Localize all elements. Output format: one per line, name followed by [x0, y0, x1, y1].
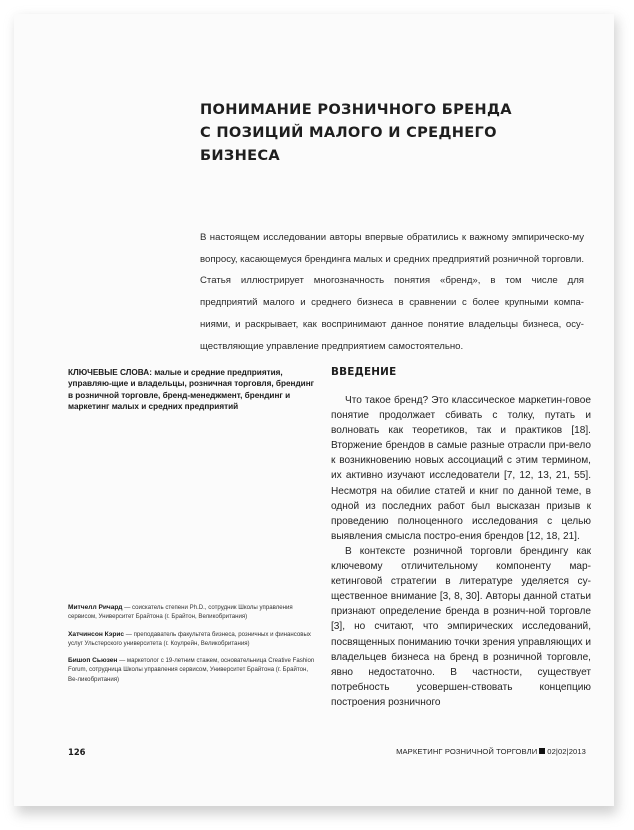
keywords-label: КЛЮЧЕВЫЕ СЛОВА: [68, 368, 152, 377]
author-entry [68, 656, 318, 684]
keywords-block [68, 367, 316, 412]
body-paragraph: В контексте розничной торговли брендингу как ключевому отличительному компоненту мар-кетинговой стратегии в литературе уделяется су-щественное внимание [3, 8, 30]. Авторы данной статьи признают определение бренда в рознич-ной торговле [3], но считают, что эмпирических исследований, посвященных пониманию точки зрения управляющих и владельцев бизнеса на бренд в розничной торговле, явно недостаточно. В частности, существует потребность усовершен-ствовать концепцию построения розничного [331, 545, 591, 708]
author-name: Бишоп Сьюзен [68, 657, 118, 665]
body-paragraph: Что такое бренд? Это классическое маркетин-говое понятие продолжает сбивать с толку, путать и волновать как теоретиков, так и практиков [18]. Вторжение брендов в самые разные отрасли при-вело к возникновению новых ассоциаций с этим термином, их активно изучают исследователи [7, 12, 13, 21, 55]. Несмотря на обилие статей и книг по данной теме, в одной из последних работ был высказан призыв к проведению полноценного исследования с целью выявления смысла постро-ения брендов [12, 18, 21]. [331, 395, 591, 542]
section-heading: ВВЕДЕНИЕ [331, 366, 397, 378]
author-name: Митчелл Ричард [68, 604, 123, 611]
journal-footer [396, 747, 586, 756]
section-body [331, 393, 591, 710]
article-title: ПОНИМАНИЕ РОЗНИЧНОГО БРЕНДА С ПОЗИЦИЙ МАЛОГО И СРЕДНЕГО БИЗНЕСА [200, 101, 512, 164]
author-entry [68, 603, 318, 622]
author-list [68, 603, 318, 692]
journal-name: МАРКЕТИНГ РОЗНИЧНОЙ ТОРГОВЛИ [396, 747, 538, 756]
author-name: Хатчинсон Кэрис [68, 630, 125, 638]
page-number: 126 [68, 747, 86, 757]
author-description: — соискатель степени Ph.D., сотрудник Школы управления сервисом, Университет Брайтона (г. Брайтон, Великобритания) [68, 604, 293, 621]
keywords-text: малые и средние предприятия, управляю-щие и владельцы, розничная торговля, брендинг в розничной торговле, бренд-менеджмент, брендинг и маркетинг малых и средних предприятий [68, 368, 315, 411]
journal-issue: 02|02|2013 [547, 747, 586, 756]
article-abstract: В настоящем исследовании авторы впервые обратились к важному эмпирическо-му вопросу, касающемуся брендинга малых и средних предприятий розничной торговли. Статья иллюстрирует многозначность понятия «бренд», в том числе для предприятий малого и среднего бизнеса в сравнении с более крупными компа-ниями, и раскрывает, как воспринимают данное понятие владельцы бизнеса, осу-ществляющие управление предприятием самостоятельно. [200, 232, 584, 352]
author-description: — маркетолог с 19-летним стажем, основательница Creative Fashion Forum, сотрудница Школы управления сервисом, Университет Брайтона (г. Брайтон, Ве-ликобритания) [68, 657, 315, 683]
author-description: — преподаватель факультета бизнеса, розничных и финансовых услуг Ульстерского университета (г. Коулрейн, Великобритания) [68, 630, 311, 647]
separator-square-icon [539, 748, 545, 754]
author-entry [68, 630, 318, 649]
